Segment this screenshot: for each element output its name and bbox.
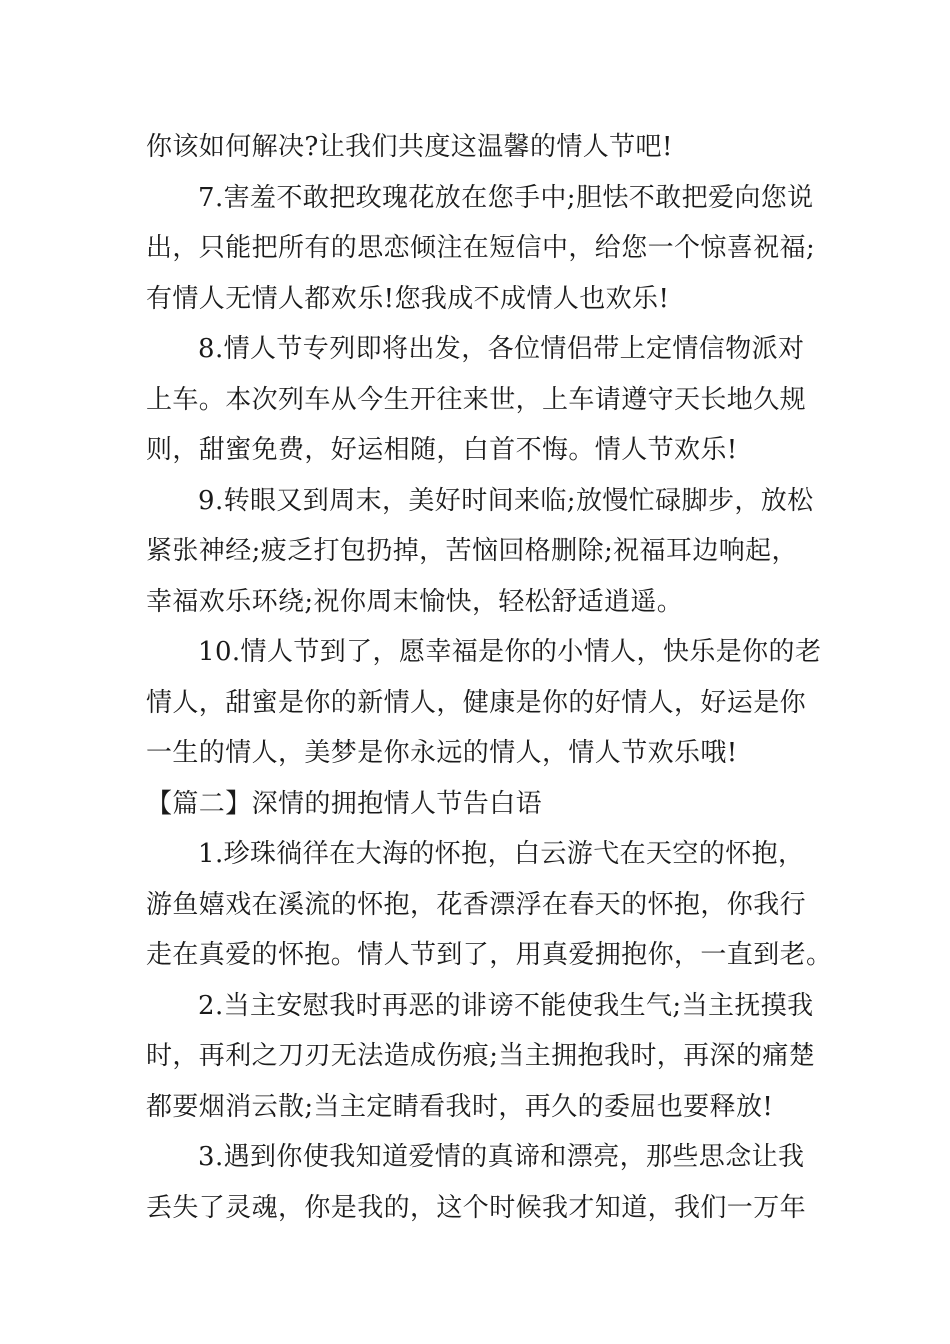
document-body bbox=[146, 122, 833, 1233]
text-line: 幸福欢乐环绕;祝你周末愉快，轻松舒适逍遥。 bbox=[146, 586, 684, 617]
text-line: 出，只能把所有的思恋倾注在短信中，给您一个惊喜祝福; bbox=[146, 233, 816, 263]
text-line: 游鱼嬉戏在溪流的怀抱，花香漂浮在春天的怀抱，你我行 bbox=[146, 889, 807, 920]
text-line: 则，甜蜜免费，好运相随，白首不悔。情人节欢乐! bbox=[146, 435, 738, 465]
text-line: 丢失了灵魂，你是我的，这个时候我才知道，我们一万年 bbox=[146, 1192, 807, 1223]
paragraph-item-8: 8.情人节专列即将出发，各位情侣带上定情信物派对 bbox=[198, 334, 805, 364]
paragraph-item-7: 7.害羞不敢把玫瑰花放在您手中;胆怯不敢把爱向您说 bbox=[198, 182, 814, 213]
text-line: 有情人无情人都欢乐!您我成不成情人也欢乐! bbox=[146, 283, 670, 314]
paragraph-item-10: 10.情人节到了，愿幸福是你的小情人，快乐是你的老 bbox=[198, 637, 822, 667]
text-line: 上车。本次列车从今生开往来世，上车请遵守天长地久规 bbox=[146, 384, 807, 415]
paragraph-item-2: 2.当主安慰我时再恶的诽谤不能使我生气;当主抚摸我 bbox=[198, 990, 814, 1021]
paragraph-item-3: 3.遇到你使我知道爱情的真谛和漂亮，那些思念让我 bbox=[198, 1142, 805, 1172]
text-line: 时，再利之刀刃无法造成伤痕;当主拥抱我时，再深的痛楚 bbox=[146, 1041, 816, 1071]
text-line: 走在真爱的怀抱。情人节到了，用真爱拥抱你，一直到老。 bbox=[146, 940, 833, 970]
paragraph-item-1: 1.珍珠徜徉在大海的怀抱，白云游弋在天空的怀抱， bbox=[198, 839, 805, 869]
text-line: 都要烟消云散;当主定睛看我时，再久的委屈也要释放! bbox=[146, 1091, 774, 1122]
text-line: 你该如何解决?让我们共度这温馨的情人节吧! bbox=[146, 132, 673, 162]
paragraph-item-9: 9.转眼又到周末，美好时间来临;放慢忙碌脚步，放松 bbox=[198, 485, 814, 516]
text-line: 紧张神经;疲乏打包扔掉，苦恼回格删除;祝福耳边响起， bbox=[146, 536, 798, 566]
text-line: 情人，甜蜜是你的新情人，健康是你的好情人，好运是你 bbox=[146, 687, 807, 718]
text-line: 一生的情人，美梦是你永远的情人，情人节欢乐哦! bbox=[146, 738, 738, 768]
section-heading: 【篇二】深情的拥抱情人节告白语 bbox=[146, 788, 543, 819]
